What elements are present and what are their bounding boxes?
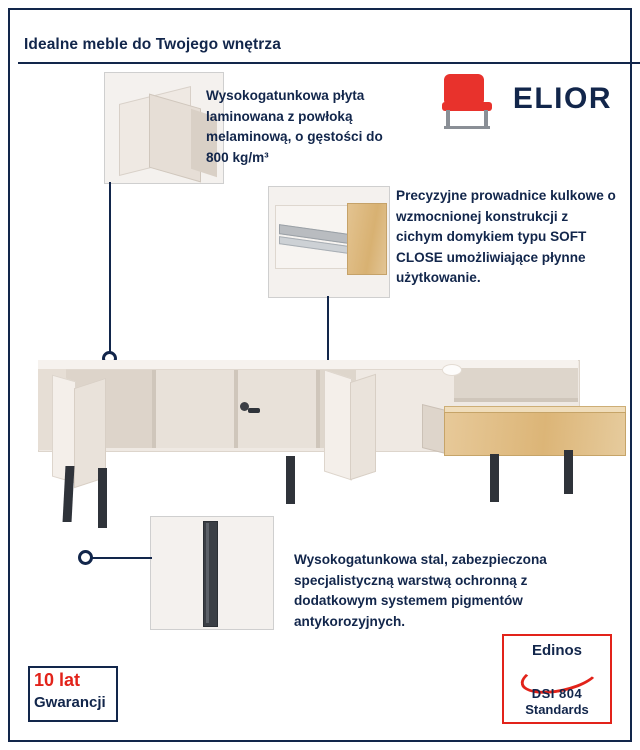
warranty-years: 10 lat (34, 670, 81, 690)
callout-runners-text: Precyzyjne prowadnice kulkowe o wzmocnionej konstrukcji z cichym domykiem typu SOFT CLOSE umożliwiające płynne użytkowanie. (396, 188, 616, 285)
edinos-standard-code: DSI 804 (531, 686, 583, 701)
edinos-standard-label: Standards (525, 702, 589, 717)
callout-board-text: Wysokogatunkowa płyta laminowana z powłoką melaminową, o gęstości do 800 kg/m³ (206, 88, 383, 165)
tv-cabinet-illustration (24, 350, 620, 530)
warranty-badge (28, 666, 118, 722)
connector-line-board (109, 182, 111, 352)
drawer-runner-detail-icon (268, 186, 390, 298)
connector-dot-steel (78, 550, 93, 565)
header-divider (18, 62, 640, 64)
connector-line-steel (92, 557, 152, 559)
brand-name: ELIOR (512, 82, 612, 115)
edinos-badge (502, 634, 612, 724)
brand-logo (432, 68, 612, 130)
red-chair-icon (440, 68, 494, 130)
poster-frame (8, 8, 632, 742)
metal-leg-detail-icon (150, 516, 274, 630)
warranty-label: Gwarancji (34, 694, 106, 711)
edinos-name: Edinos (531, 642, 582, 659)
page-title: Idealne meble do Twojego wnętrza (24, 36, 281, 53)
callout-steel-text: Wysokogatunkowa stal, zabezpieczona specjalistyczną warstwą ochronną z dodatkowym systemem pigmentów antykorozyjnych. (294, 552, 547, 629)
